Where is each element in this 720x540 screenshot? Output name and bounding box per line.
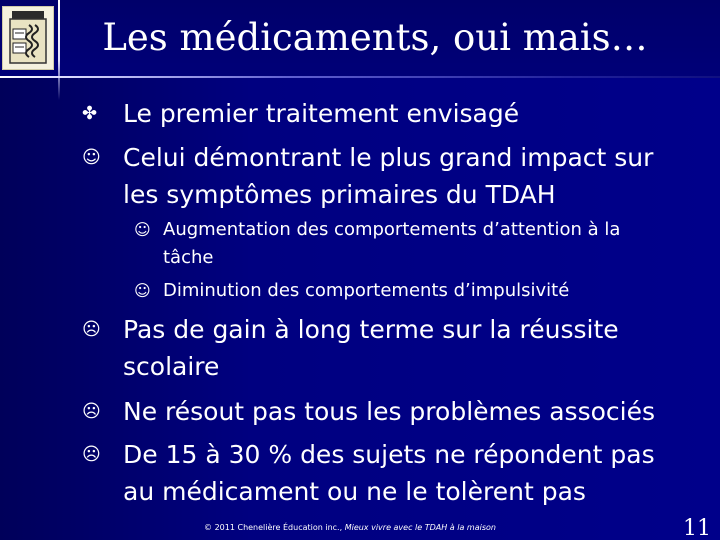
- bullet-text-continued: les symptômes primaires du TDAH: [123, 180, 556, 209]
- page-number: 11: [683, 516, 711, 540]
- sad-face-bullet-icon: ☹: [82, 444, 101, 465]
- bullet-text: Pas de gain à long terme sur la réussite: [123, 315, 619, 344]
- bullet-text-continued: au médicament ou ne le tolèrent pas: [123, 477, 586, 506]
- vertical-accent-line: [58, 0, 60, 100]
- smiley-bullet-icon: ☺: [134, 281, 151, 300]
- bullet-text: Le premier traitement envisagé: [123, 99, 520, 128]
- bullet-text: De 15 à 30 % des sujets ne répondent pas: [123, 440, 655, 469]
- bullet-text: Ne résout pas tous les problèmes associés: [123, 397, 655, 426]
- sad-face-bullet-icon: ☹: [82, 319, 101, 340]
- sub-item-text: Augmentation des comportements d’attention à la: [163, 219, 621, 240]
- title-underline: [0, 76, 720, 78]
- slide-title: Les médicaments, oui mais…: [102, 16, 648, 59]
- sad-face-bullet-icon: ☹: [82, 401, 101, 422]
- smiley-bullet-icon: ☺: [82, 147, 101, 168]
- sub-item-text-continued: tâche: [163, 247, 214, 268]
- copyright-text: © 2011 Chenelière Éducation inc.,: [204, 523, 345, 532]
- sub-item-text: Diminution des comportements d’impulsivité: [163, 280, 570, 301]
- smiley-bullet-icon: ☺: [134, 220, 151, 239]
- book-title: Mieux vivre avec le TDAH à la maison: [344, 523, 496, 532]
- star-bullet-icon: ✤: [82, 103, 98, 124]
- pill-bottle-icon: [3, 7, 53, 69]
- copyright-footer: [60, 522, 640, 534]
- bullet-text-continued: scolaire: [123, 352, 220, 381]
- bullet-text: Celui démontrant le plus grand impact sur: [123, 143, 654, 172]
- medication-thumbnail: [2, 6, 54, 70]
